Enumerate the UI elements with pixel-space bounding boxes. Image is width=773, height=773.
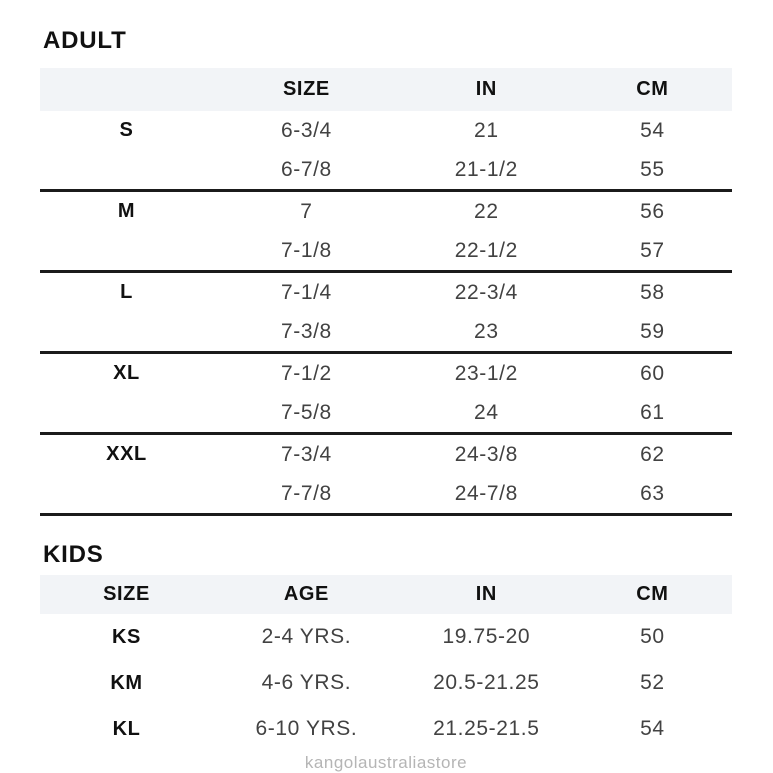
kids-size-label: KM bbox=[110, 671, 143, 694]
table-row bbox=[40, 660, 732, 706]
adult-in-cell: 23-1/2 bbox=[454, 361, 518, 385]
store-watermark: kangolaustraliastore bbox=[304, 753, 468, 772]
adult-size-cell: 7-7/8 bbox=[280, 481, 332, 505]
table-row bbox=[40, 191, 732, 232]
adult-cm-cell: 59 bbox=[640, 319, 665, 343]
kids-age-cell: 2-4 YRS. bbox=[261, 625, 352, 648]
adult-row-label: XL bbox=[113, 362, 140, 384]
adult-header-row bbox=[40, 68, 732, 111]
adult-in-cell: 24-7/8 bbox=[454, 481, 518, 505]
adult-cm-cell: 61 bbox=[640, 400, 665, 424]
table-row bbox=[40, 434, 732, 475]
kids-in-cell: 19.75-20 bbox=[442, 625, 531, 648]
adult-row-label bbox=[40, 474, 213, 515]
table-row bbox=[40, 393, 732, 434]
kids-size-label: KS bbox=[112, 625, 141, 648]
adult-cm-cell: 54 bbox=[640, 118, 665, 142]
adult-size-cell: 7 bbox=[300, 199, 313, 223]
kids-in-cell: 20.5-21.25 bbox=[433, 671, 540, 694]
adult-header-size: SIZE bbox=[213, 68, 400, 111]
adult-size-cell: 7-1/8 bbox=[280, 238, 332, 262]
adult-row-label bbox=[40, 393, 213, 434]
kids-header-age: AGE bbox=[213, 575, 400, 614]
table-row bbox=[40, 111, 732, 150]
adult-size-cell: 7-3/8 bbox=[280, 319, 332, 343]
adult-row-label bbox=[40, 312, 213, 353]
adult-size-cell: 7-1/2 bbox=[280, 361, 332, 385]
table-row bbox=[40, 474, 732, 515]
kids-header-in: IN bbox=[400, 575, 573, 614]
kids-cm-cell: 54 bbox=[640, 717, 665, 740]
table-row bbox=[40, 231, 732, 272]
adult-in-cell: 21-1/2 bbox=[454, 157, 518, 181]
kids-age-cell: 4-6 YRS. bbox=[261, 671, 352, 694]
table-row bbox=[40, 353, 732, 394]
adult-cm-cell: 57 bbox=[640, 238, 665, 262]
adult-row-label: S bbox=[119, 119, 134, 141]
adult-row-label: XXL bbox=[106, 443, 147, 465]
adult-group-l bbox=[40, 272, 732, 353]
adult-row-label bbox=[40, 231, 213, 272]
adult-in-cell: 24-3/8 bbox=[454, 442, 518, 466]
adult-row-label bbox=[40, 150, 213, 191]
adult-row-label: L bbox=[120, 281, 133, 303]
adult-cm-cell: 63 bbox=[640, 481, 665, 505]
table-row bbox=[40, 150, 732, 191]
adult-in-cell: 24 bbox=[474, 400, 499, 424]
adult-header-cm: CM bbox=[573, 68, 732, 111]
adult-group-m bbox=[40, 191, 732, 272]
adult-size-cell: 7-3/4 bbox=[280, 442, 332, 466]
kids-header-row bbox=[40, 575, 732, 614]
table-row bbox=[40, 312, 732, 353]
adult-group-xl bbox=[40, 353, 732, 434]
table-row bbox=[40, 706, 732, 752]
kids-section-title: KIDS bbox=[43, 541, 104, 568]
adult-group-xxl bbox=[40, 434, 732, 515]
adult-cm-cell: 55 bbox=[640, 157, 665, 181]
kids-size-label: KL bbox=[112, 717, 141, 740]
adult-in-cell: 22 bbox=[474, 199, 499, 223]
kids-header-cm: CM bbox=[573, 575, 732, 614]
adult-section-title: ADULT bbox=[43, 27, 127, 54]
adult-row-label: M bbox=[117, 200, 136, 222]
kids-cm-cell: 52 bbox=[640, 671, 665, 694]
adult-cm-cell: 58 bbox=[640, 280, 665, 304]
adult-cm-cell: 60 bbox=[640, 361, 665, 385]
adult-size-cell: 7-1/4 bbox=[280, 280, 332, 304]
kids-in-cell: 21.25-21.5 bbox=[433, 717, 540, 740]
adult-cm-cell: 62 bbox=[640, 442, 665, 466]
adult-size-cell: 6-7/8 bbox=[280, 157, 332, 181]
adult-in-cell: 23 bbox=[474, 319, 499, 343]
adult-size-cell: 7-5/8 bbox=[280, 400, 332, 424]
adult-header-in: IN bbox=[400, 68, 573, 111]
adult-size-table bbox=[40, 68, 732, 516]
adult-header-blank bbox=[40, 68, 213, 111]
kids-header-size: SIZE bbox=[40, 575, 213, 614]
adult-in-cell: 22-1/2 bbox=[454, 238, 518, 262]
table-row bbox=[40, 614, 732, 660]
kids-size-table bbox=[40, 575, 732, 752]
adult-cm-cell: 56 bbox=[640, 199, 665, 223]
table-row bbox=[40, 272, 732, 313]
kids-age-cell: 6-10 YRS. bbox=[255, 717, 358, 740]
adult-in-cell: 21 bbox=[474, 118, 499, 142]
kids-cm-cell: 50 bbox=[640, 625, 665, 648]
adult-group-s bbox=[40, 111, 732, 191]
adult-in-cell: 22-3/4 bbox=[454, 280, 518, 304]
adult-size-cell: 6-3/4 bbox=[280, 118, 332, 142]
